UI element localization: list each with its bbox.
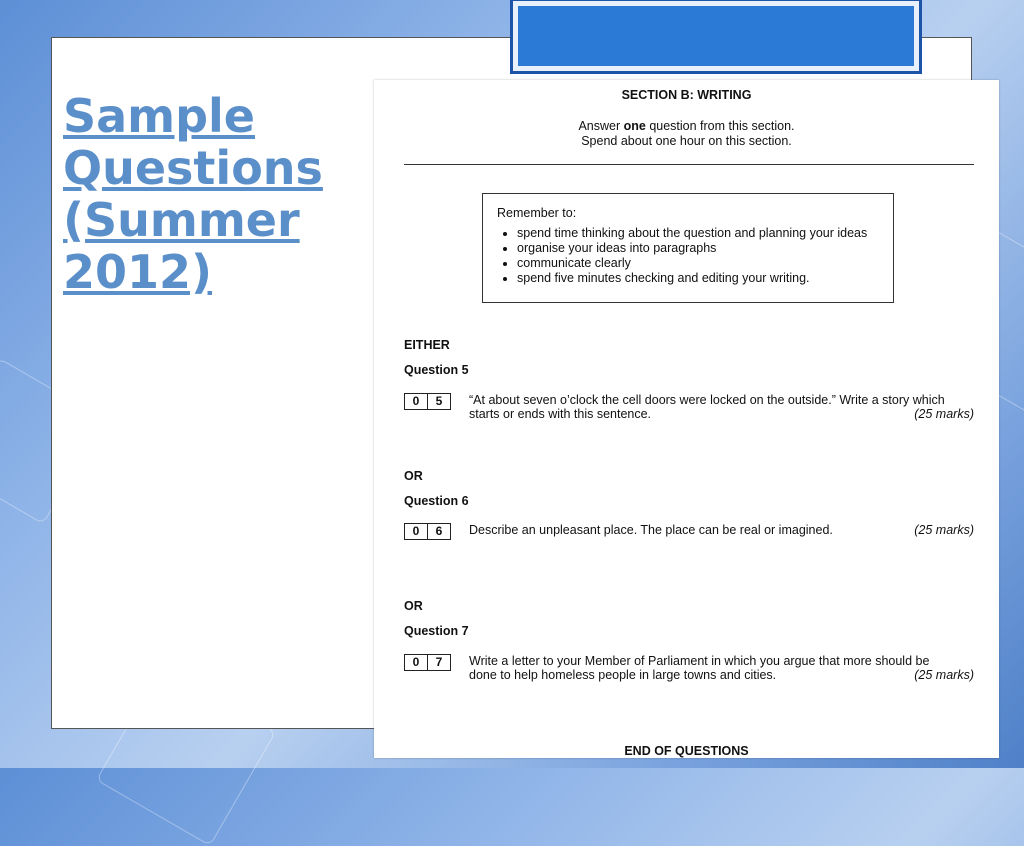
marks-label: (25 marks)	[914, 668, 974, 682]
header-color-block	[510, 0, 922, 74]
reminder-box	[482, 193, 894, 303]
slide-title-line: Questions	[63, 141, 323, 195]
question-digit: 0	[412, 655, 420, 669]
question-heading: Question 6	[404, 494, 469, 508]
instruction-line-2: Spend about one hour on this section.	[581, 134, 792, 148]
section-title: SECTION B: WRITING	[621, 88, 752, 102]
reminder-list	[497, 226, 879, 286]
question-digit: 7	[427, 655, 450, 670]
question-digit: 5	[427, 394, 450, 409]
question-digit: 0	[412, 524, 420, 538]
divider	[404, 164, 974, 165]
question-heading: Question 5	[404, 363, 469, 377]
either-label: EITHER	[404, 338, 450, 352]
question-number-box	[404, 523, 451, 540]
marks-label: (25 marks)	[914, 407, 974, 421]
reminder-item: • communicate clearly	[517, 256, 879, 271]
question-text: Write a letter to your Member of Parliament in which you argue that more should be done to help homeless people in large towns and cities. (25 marks)	[469, 654, 974, 682]
instruction-line-1: Answer one question from this section.	[578, 119, 795, 133]
slide-title-line: Sample	[63, 89, 255, 143]
or-label: OR	[404, 599, 423, 613]
reminder-item: • organise your ideas into paragraphs	[517, 241, 879, 256]
question-text: Describe an unpleasant place. The place can be real or imagined. (25 marks)	[469, 523, 974, 537]
reminder-heading: Remember to:	[497, 206, 577, 220]
question-text: “At about seven o’clock the cell doors were locked on the outside.” Write a story which starts or ends with this sentence. (25 marks)	[469, 393, 974, 421]
question-digit: 0	[412, 394, 420, 408]
exam-paper-image	[374, 80, 999, 758]
question-number-box	[404, 654, 451, 671]
question-heading: Question 7	[404, 624, 469, 638]
slide-title-line: 2012)	[63, 245, 213, 299]
reminder-item: • spend five minutes checking and editing your writing.	[517, 271, 879, 286]
slide-title-line: (Summer	[63, 193, 300, 247]
or-label: OR	[404, 469, 423, 483]
end-of-questions: END OF QUESTIONS	[624, 744, 749, 758]
question-number-box	[404, 393, 451, 410]
slide-title[interactable]	[63, 90, 363, 298]
marks-label: (25 marks)	[914, 523, 974, 537]
reminder-item: • spend time thinking about the question and planning your ideas	[517, 226, 879, 241]
question-digit: 6	[427, 524, 450, 539]
